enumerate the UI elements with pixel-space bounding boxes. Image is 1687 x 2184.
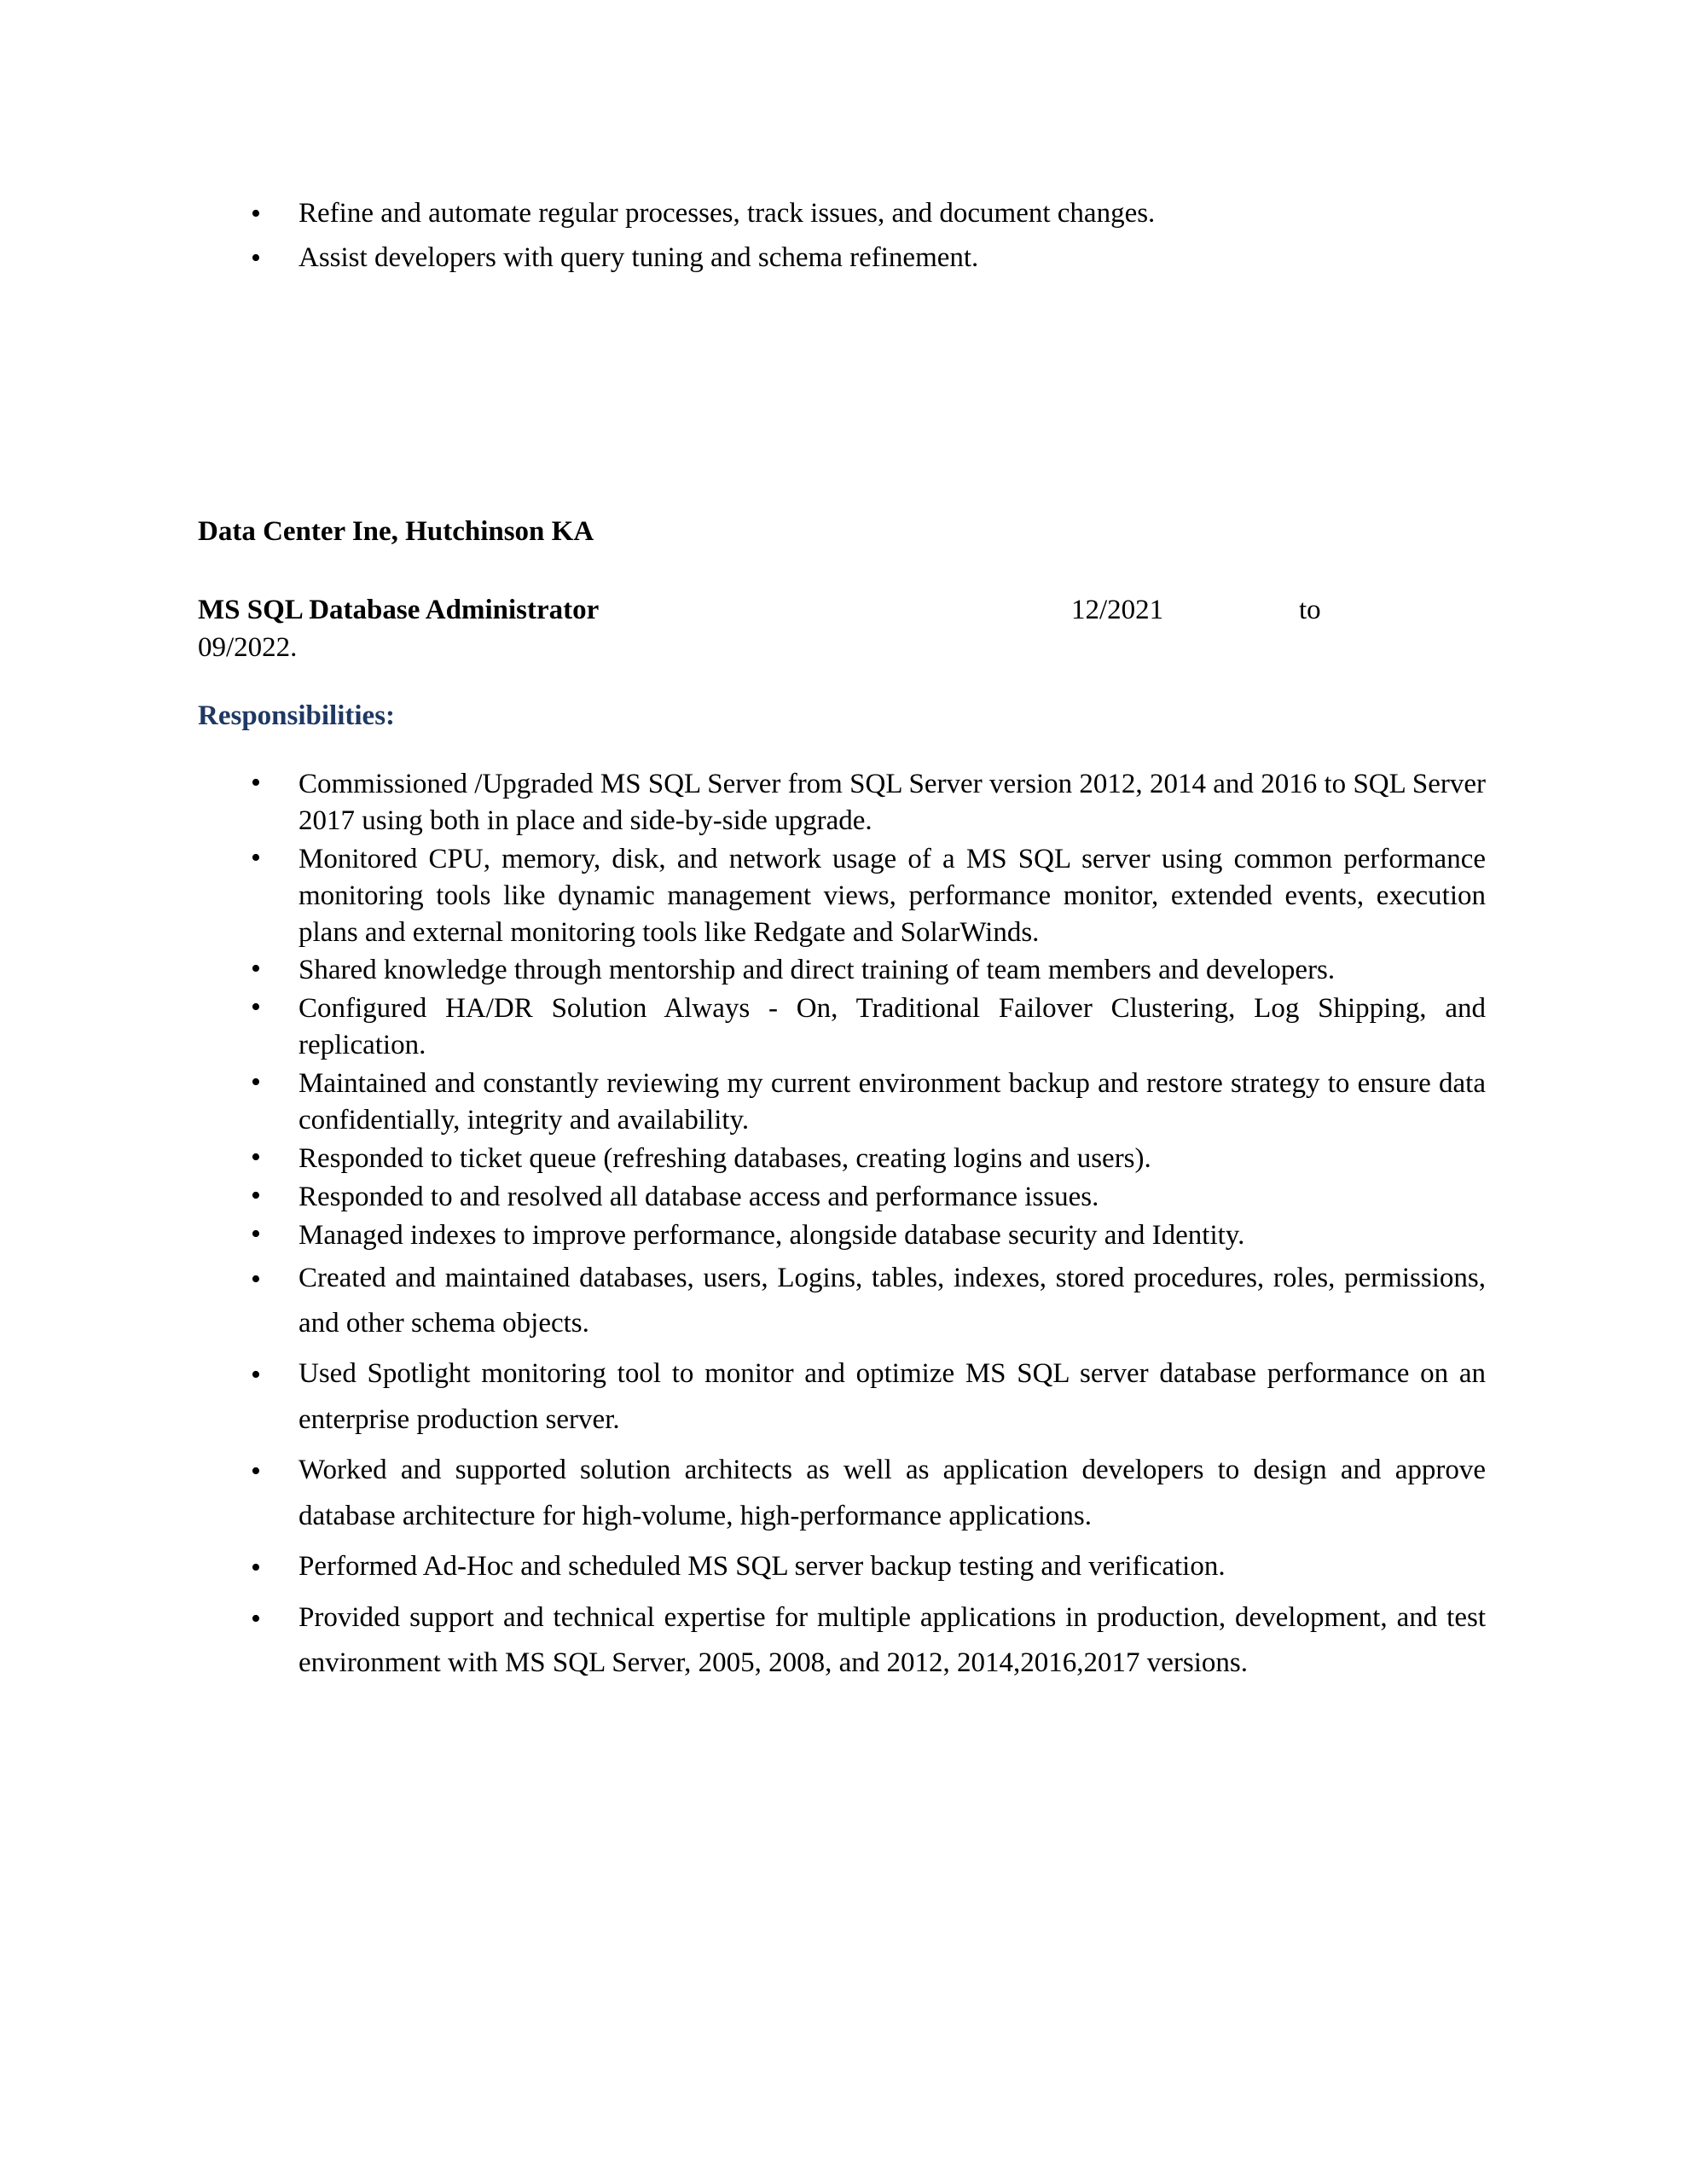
responsibility-text: Responded to and resolved all database access and performance issues. [299,1181,1099,1212]
intro-bullet-text: Assist developers with query tuning and schema refinement. [299,241,979,273]
list-item [198,1351,1486,1443]
list-item [198,766,1486,839]
responsibilities-bullet-list-loose [198,1256,1486,1687]
experience-header [198,514,1486,666]
list-item [198,239,1486,278]
intro-bullet-text: Refine and automate regular processes, track issues, and document changes. [299,198,1156,229]
list-item [198,1448,1486,1539]
list-item [198,1179,1486,1216]
intro-bullet-list [198,195,1486,277]
list-item [198,1595,1486,1687]
company-name: Data Center Ine, Hutchinson KA [198,516,594,547]
responsibility-text: Commissioned /Upgraded MS SQL Server from SQL Server version 2012, 2014 and 2016 to SQL Server 2017 using both in place and side-by-side upgrade. [299,769,1486,836]
list-item [198,1544,1486,1589]
responsibility-text: Configured HA/DR Solution Always - On, Traditional Failover Clustering, Log Shipping, and replication. [299,993,1486,1061]
responsibility-text: Used Spotlight monitoring tool to monitor and optimize MS SQL server database performance on an enterprise production server. [299,1358,1486,1435]
list-item [198,1066,1486,1139]
list-item [198,1256,1486,1347]
responsibility-text: Worked and supported solution architects as well as application developers to design and approve database architecture for high-volume, high-performance applications. [299,1455,1486,1531]
role-date-start: 12/2021 [1071,594,1164,625]
list-item [198,1141,1486,1177]
list-item [198,990,1486,1064]
role-date-separator: to [1299,594,1321,625]
list-item [198,195,1486,234]
role-line [198,591,1486,666]
list-item [198,1217,1486,1254]
role-title: MS SQL Database Administrator [198,594,600,625]
responsibility-text: Performed Ad-Hoc and scheduled MS SQL server backup testing and verification. [299,1551,1226,1583]
intro-bullet-section [198,195,1486,282]
responsibility-text: Responded to ticket queue (refreshing databases, creating logins and users). [299,1142,1151,1174]
list-item [198,952,1486,989]
responsibility-text: Monitored CPU, memory, disk, and network usage of a MS SQL server using common performance monitoring tools like dynamic management views, performance monitor, extended events, execution plans and external monitoring tools like Redgate and SolarWinds. [299,843,1486,948]
responsibilities-section [198,766,1486,1692]
responsibility-text: Created and maintained databases, users, Logins, tables, indexes, stored procedures, roles, permissions, and other schema objects. [299,1262,1486,1339]
responsibility-text: Maintained and constantly reviewing my current environment backup and restore strategy to ensure data confidentially, integrity and availability. [299,1068,1486,1136]
responsibilities-bullet-list [198,766,1486,1254]
role-date-end: 09/2022. [198,632,298,664]
responsibility-text: Provided support and technical expertise for multiple applications in production, development, and test environment with MS SQL Server, 2005, 2008, and 2012, 2014,2016,2017 versions. [299,1601,1486,1679]
responsibility-text: Managed indexes to improve performance, alongside database security and Identity. [299,1219,1245,1251]
responsibilities-heading: Responsibilities: [198,700,396,731]
list-item [198,841,1486,951]
responsibility-text: Shared knowledge through mentorship and direct training of team members and developers. [299,955,1336,986]
